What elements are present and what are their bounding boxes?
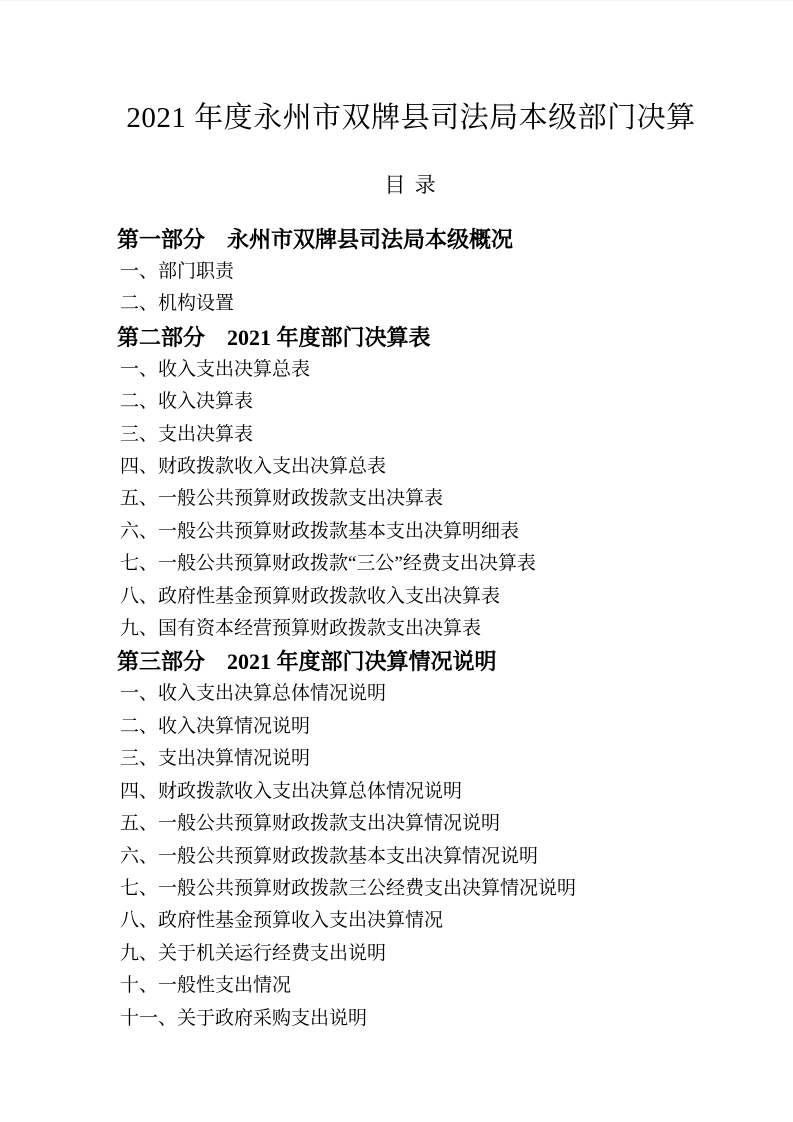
toc-item: 十、一般性支出情况	[120, 975, 292, 997]
toc-item: 五、一般公共预算财政拨款支出决算情况说明	[120, 813, 501, 835]
toc-item: 八、政府性基金预算财政拨款收入支出决算表	[120, 585, 501, 607]
toc-item: 九、关于机关运行经费支出说明	[120, 942, 387, 964]
toc-item: 二、收入决算表	[120, 391, 254, 413]
toc-item: 三、支出决算情况说明	[120, 748, 311, 770]
toc-item: 二、机构设置	[120, 293, 235, 315]
toc-item: 一、收入支出决算总体情况说明	[120, 683, 387, 705]
toc-item: 六、一般公共预算财政拨款基本支出决算情况说明	[120, 845, 539, 867]
section-heading: 第三部分 2021 年度部门决算情况说明	[117, 649, 497, 675]
document-title: 2021 年度永州市双牌县司法局本级部门决算	[126, 102, 696, 134]
toc-item: 一、收入支出决算总表	[120, 358, 311, 380]
section-heading: 第二部分 2021 年度部门决算表	[117, 324, 431, 350]
toc-item: 四、财政拨款收入支出决算总表	[120, 456, 387, 478]
toc-item: 五、一般公共预算财政拨款支出决算表	[120, 488, 444, 510]
toc-label: 目 录	[384, 173, 438, 197]
toc	[117, 223, 705, 1035]
section-heading: 第一部分 永州市双牌县司法局本级概况	[117, 227, 514, 252]
toc-item: 十一、关于政府采购支出说明	[120, 1007, 368, 1029]
toc-item: 六、一般公共预算财政拨款基本支出决算明细表	[120, 520, 520, 542]
toc-item: 四、财政拨款收入支出决算总体情况说明	[120, 780, 463, 802]
toc-item: 八、政府性基金预算收入支出决算情况	[120, 910, 444, 932]
toc-item: 九、国有资本经营预算财政拨款支出决算表	[120, 618, 482, 640]
toc-item: 七、一般公共预算财政拨款三公经费支出决算情况说明	[120, 877, 577, 899]
toc-item: 三、支出决算表	[120, 423, 254, 445]
toc-item: 七、一般公共预算财政拨款“三公”经费支出决算表	[120, 553, 536, 575]
toc-item: 二、收入决算情况说明	[120, 715, 311, 737]
toc-item: 一、部门职责	[120, 261, 235, 282]
